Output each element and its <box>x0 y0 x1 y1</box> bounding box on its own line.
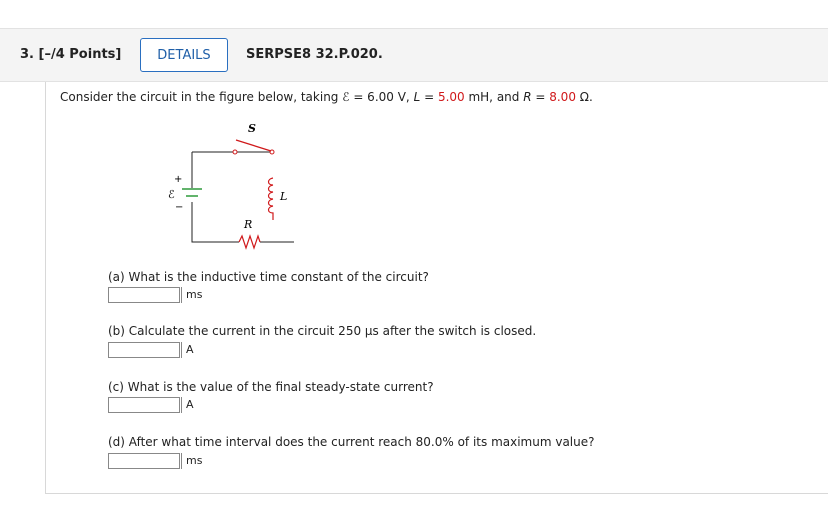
L-value: 5.00 <box>437 90 465 104</box>
question-c-prompt: (c) What is the value of the final steady-state current? <box>108 380 434 394</box>
answer-row-c <box>108 397 194 413</box>
right-lower-wire <box>260 220 294 242</box>
minus-sign: − <box>175 202 184 213</box>
resistor <box>239 236 260 248</box>
answer-d-unit: ms <box>181 453 202 469</box>
plus-sign: + <box>174 174 183 185</box>
answer-c-unit: A <box>181 397 194 413</box>
switch-label: S <box>248 122 256 135</box>
switch-arm <box>236 140 271 151</box>
answer-d-input[interactable] <box>108 453 180 469</box>
inductor-label: L <box>280 190 288 203</box>
question-b-prompt: (b) Calculate the current in the circuit 250 μs after the switch is closed. <box>108 324 537 338</box>
answer-row-b <box>108 342 194 358</box>
resistor-label: R <box>244 218 253 231</box>
question-d-prompt: (d) After what time interval does the current reach 80.0% of its maximum value? <box>108 435 595 449</box>
answer-row-a <box>108 287 202 303</box>
rl-circuit-figure <box>144 118 294 252</box>
answer-b-unit: A <box>181 342 194 358</box>
answer-a-unit: ms <box>181 287 202 303</box>
answer-row-d <box>108 453 202 469</box>
answer-a-input[interactable] <box>108 287 180 303</box>
question-header <box>0 28 828 82</box>
problem-code: SERPSE8 32.P.020. <box>246 47 383 62</box>
question-number-points: 3. [–/4 Points] <box>20 47 122 62</box>
R-value: 8.00 <box>549 90 576 104</box>
answer-c-input[interactable] <box>108 397 180 413</box>
problem-statement: Consider the circuit in the figure below, taking ℰ = 6.00 V, L = 5.00 mH, and R = 8.00 Ω. <box>60 90 593 104</box>
question-content <box>45 82 828 494</box>
inductor-coil <box>269 178 274 220</box>
switch-contact-left <box>233 150 237 154</box>
emf-label: ℰ <box>168 188 175 201</box>
details-button[interactable]: DETAILS <box>140 38 228 72</box>
answer-b-input[interactable] <box>108 342 180 358</box>
question-a-prompt: (a) What is the inductive time constant of the circuit? <box>108 270 429 284</box>
left-lower-wire <box>192 202 239 242</box>
